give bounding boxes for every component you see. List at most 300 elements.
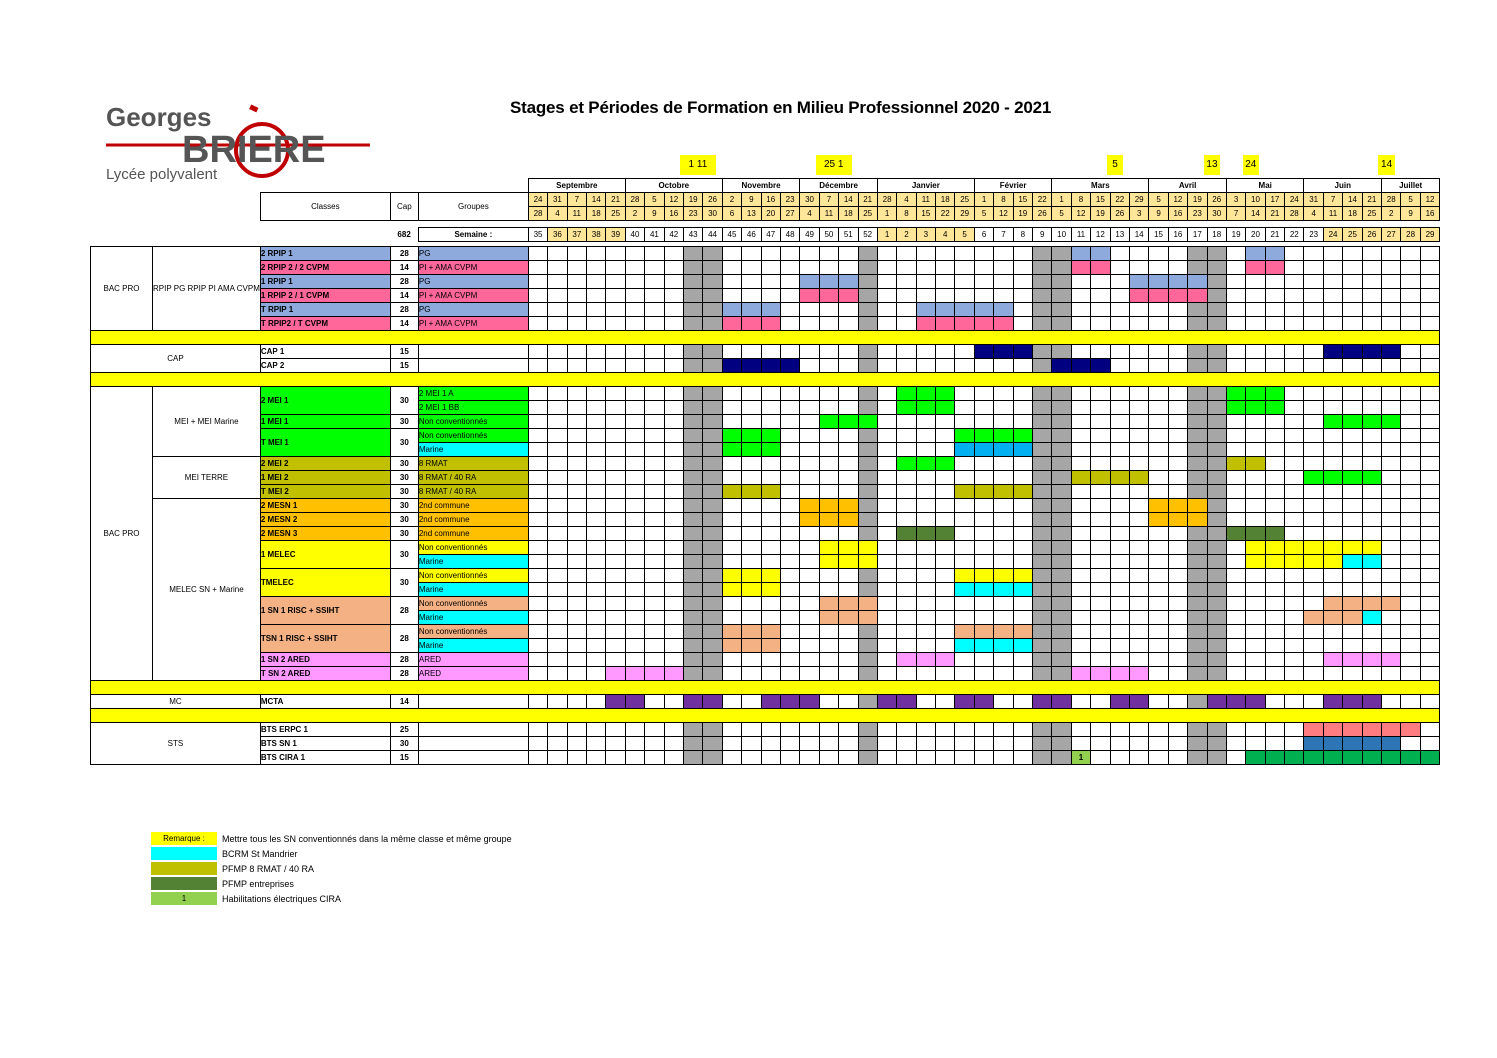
week-cell (761, 597, 780, 611)
week-cell (742, 751, 761, 765)
week-cell (819, 345, 838, 359)
week-cell (1129, 443, 1148, 457)
week-cell (994, 387, 1013, 401)
week-cell (800, 541, 819, 555)
week-cell (664, 247, 683, 261)
week-cell (528, 317, 547, 331)
holiday-marker: 5 (1107, 155, 1123, 175)
week-cell (645, 429, 664, 443)
week-cell (1226, 457, 1245, 471)
week-cell (567, 569, 586, 583)
week-cell (1265, 247, 1284, 261)
week-cell (703, 401, 722, 415)
week-cell (1246, 695, 1265, 709)
class-capacity: 14 (390, 261, 418, 275)
week-cell (780, 457, 799, 471)
week-cell (1246, 289, 1265, 303)
week-cell (819, 695, 838, 709)
week-cell (1362, 583, 1381, 597)
header-blank (91, 179, 153, 193)
week-cell (1207, 653, 1226, 667)
week-cell (1265, 639, 1284, 653)
week-cell (1382, 401, 1401, 415)
week-cell (1033, 653, 1052, 667)
week-cell (683, 261, 702, 275)
week-cell (1323, 317, 1342, 331)
class-capacity: 14 (390, 289, 418, 303)
class-capacity: 30 (390, 485, 418, 499)
week-cell (1343, 513, 1362, 527)
week-number: 27 (1382, 228, 1401, 242)
week-cell (1071, 387, 1090, 401)
week-cell (528, 415, 547, 429)
week-cell (955, 261, 974, 275)
week-cell (1304, 303, 1323, 317)
week-cell (1071, 555, 1090, 569)
section-label: BAC PRO (91, 247, 153, 331)
week-cell (683, 345, 702, 359)
week-cell (1091, 401, 1110, 415)
section-separator-bar (91, 373, 1440, 387)
week-cell (974, 275, 993, 289)
week-cell (1129, 513, 1148, 527)
week-cell (1362, 499, 1381, 513)
logo-line2: BRIERE (182, 129, 326, 171)
week-cell (1091, 625, 1110, 639)
week-cell (1226, 667, 1245, 681)
week-cell (722, 485, 741, 499)
week-cell (567, 443, 586, 457)
week-cell (645, 583, 664, 597)
class-name: 2 MEI 1 (260, 387, 390, 415)
week-cell (780, 597, 799, 611)
week-cell (780, 751, 799, 765)
week-cell (528, 695, 547, 709)
class-row (91, 499, 1440, 513)
week-cell (1091, 471, 1110, 485)
week-cell (877, 261, 896, 275)
week-cell (1071, 737, 1090, 751)
week-cell (994, 275, 1013, 289)
week-cell (1091, 667, 1110, 681)
week-start-date: 7 (1323, 193, 1342, 207)
week-cell (936, 275, 955, 289)
week-cell (1285, 667, 1304, 681)
week-cell (897, 527, 916, 541)
week-cell (1382, 527, 1401, 541)
week-cell (780, 513, 799, 527)
week-cell (703, 667, 722, 681)
week-cell (1362, 275, 1381, 289)
week-cell (587, 625, 606, 639)
week-cell (1246, 317, 1265, 331)
week-cell (1323, 485, 1342, 499)
week-cell (1343, 667, 1362, 681)
week-cell (1304, 317, 1323, 331)
week-cell (858, 527, 877, 541)
week-number: 16 (1168, 228, 1187, 242)
week-cell (1168, 513, 1187, 527)
week-cell (1401, 317, 1420, 331)
week-cell (994, 723, 1013, 737)
week-start-date: 11 (916, 193, 935, 207)
section-label: BAC PRO (91, 387, 153, 681)
week-cell (1091, 653, 1110, 667)
week-cell (897, 471, 916, 485)
week-cell (1110, 625, 1129, 639)
week-cell (955, 513, 974, 527)
week-cell (1091, 317, 1110, 331)
week-cell (1071, 611, 1090, 625)
week-cell (742, 345, 761, 359)
week-cell (703, 597, 722, 611)
week-cell (703, 737, 722, 751)
week-cell (548, 261, 567, 275)
week-cell (664, 317, 683, 331)
week-cell (567, 471, 586, 485)
week-cell (1226, 387, 1245, 401)
week-cell (528, 583, 547, 597)
week-cell (1362, 653, 1381, 667)
week-end-date: 5 (974, 207, 993, 221)
week-cell (1401, 289, 1420, 303)
week-cell (567, 401, 586, 415)
week-cell (1207, 485, 1226, 499)
week-cell (877, 275, 896, 289)
week-cell (1285, 457, 1304, 471)
week-cell (877, 247, 896, 261)
week-cell (528, 751, 547, 765)
week-cell (1323, 457, 1342, 471)
week-cell (625, 499, 644, 513)
week-end-date: 25 (858, 207, 877, 221)
week-cell (858, 625, 877, 639)
week-cell (1285, 597, 1304, 611)
week-cell (800, 611, 819, 625)
week-cell (897, 401, 916, 415)
week-cell (1401, 415, 1420, 429)
week-cell (858, 261, 877, 275)
week-cell (1033, 639, 1052, 653)
week-cell (625, 625, 644, 639)
week-cell (548, 583, 567, 597)
week-cell (780, 723, 799, 737)
class-name: BTS SN 1 (260, 737, 390, 751)
week-cell (1129, 723, 1148, 737)
week-cell (1091, 639, 1110, 653)
week-cell (1033, 751, 1052, 765)
week-end-date: 9 (1149, 207, 1168, 221)
week-cell (625, 247, 644, 261)
week-cell (1285, 555, 1304, 569)
week-cell (839, 639, 858, 653)
logo-graphic (100, 100, 380, 186)
week-cell (1110, 317, 1129, 331)
week-cell (877, 317, 896, 331)
week-cell (974, 457, 993, 471)
week-cell (1420, 303, 1439, 317)
section-separator (91, 709, 1440, 723)
legend (150, 831, 512, 906)
week-number-row (91, 228, 1440, 242)
class-capacity: 30 (390, 471, 418, 485)
week-cell (1362, 457, 1381, 471)
class-name: 2 MESN 3 (260, 527, 390, 541)
week-cell (587, 541, 606, 555)
week-cell (606, 499, 625, 513)
week-cell (742, 443, 761, 457)
week-cell (1129, 457, 1148, 471)
week-cell (1420, 723, 1439, 737)
week-cell (587, 667, 606, 681)
legend-item (150, 876, 512, 891)
week-cell (1420, 527, 1439, 541)
week-cell (974, 513, 993, 527)
week-cell (955, 289, 974, 303)
week-cell (1071, 513, 1090, 527)
week-cell (994, 639, 1013, 653)
week-cell (955, 485, 974, 499)
week-cell (1323, 527, 1342, 541)
week-cell (858, 695, 877, 709)
week-cell (1052, 653, 1071, 667)
week-cell (1285, 751, 1304, 765)
week-cell (587, 499, 606, 513)
week-cell (1129, 289, 1148, 303)
week-cell (606, 751, 625, 765)
week-cell (1343, 387, 1362, 401)
week-cell (683, 401, 702, 415)
week-end-date: 15 (916, 207, 935, 221)
class-name: TSN 1 RISC + SSIHT (260, 625, 390, 653)
week-cell (1226, 345, 1245, 359)
week-cell (839, 625, 858, 639)
week-cell (974, 611, 993, 625)
week-cell (1149, 555, 1168, 569)
week-cell (1071, 583, 1090, 597)
week-cell (1323, 751, 1342, 765)
week-cell (1246, 639, 1265, 653)
week-cell (897, 611, 916, 625)
week-cell (1401, 555, 1420, 569)
week-cell (819, 583, 838, 597)
week-cell (1052, 737, 1071, 751)
week-start-date: 21 (858, 193, 877, 207)
week-cell (1420, 499, 1439, 513)
week-cell (1207, 667, 1226, 681)
week-cell (994, 583, 1013, 597)
week-cell (645, 667, 664, 681)
week-cell (645, 359, 664, 373)
week-cell (548, 401, 567, 415)
week-cell (1304, 387, 1323, 401)
week-cell (761, 303, 780, 317)
week-start-date: 5 (1401, 193, 1420, 207)
week-cell (1401, 471, 1420, 485)
week-start-date: 19 (683, 193, 702, 207)
class-capacity: 15 (390, 751, 418, 765)
week-cell (625, 555, 644, 569)
week-cell (722, 499, 741, 513)
class-row (91, 695, 1440, 709)
week-cell (780, 345, 799, 359)
week-cell (664, 289, 683, 303)
week-cell (1149, 653, 1168, 667)
week-cell (742, 695, 761, 709)
week-cell (800, 247, 819, 261)
week-cell (800, 275, 819, 289)
week-cell (1304, 359, 1323, 373)
week-cell (645, 387, 664, 401)
week-end-date: 18 (1343, 207, 1362, 221)
week-cell (1052, 625, 1071, 639)
week-end-date: 14 (1246, 207, 1265, 221)
class-row (91, 345, 1440, 359)
week-cell (1382, 541, 1401, 555)
week-cell (567, 387, 586, 401)
week-cell (1246, 569, 1265, 583)
week-cell (664, 429, 683, 443)
week-cell (567, 653, 586, 667)
week-cell (1207, 751, 1226, 765)
group-name: Marine (418, 443, 528, 457)
week-cell (703, 723, 722, 737)
week-cell (567, 429, 586, 443)
week-cell (567, 695, 586, 709)
week-cell (1304, 499, 1323, 513)
week-cell (1420, 611, 1439, 625)
week-cell (645, 275, 664, 289)
week-cell (625, 443, 644, 457)
week-cell (897, 737, 916, 751)
week-cell (955, 303, 974, 317)
week-cell (819, 625, 838, 639)
week-cell (1323, 541, 1342, 555)
week-cell (1110, 485, 1129, 499)
week-end-date: 30 (703, 207, 722, 221)
week-cell (1401, 429, 1420, 443)
week-cell (703, 429, 722, 443)
week-start-date: 26 (1207, 193, 1226, 207)
week-cell (1382, 457, 1401, 471)
week-cell (1304, 555, 1323, 569)
week-cell (1110, 387, 1129, 401)
week-end-date: 23 (683, 207, 702, 221)
week-cell (528, 359, 547, 373)
week-cell (1304, 695, 1323, 709)
week-cell (780, 415, 799, 429)
week-cell (916, 695, 935, 709)
class-capacity: 28 (390, 653, 418, 667)
week-number: 17 (1188, 228, 1207, 242)
week-cell (1246, 737, 1265, 751)
week-cell (1323, 359, 1342, 373)
week-cell (683, 653, 702, 667)
header-blank (153, 193, 261, 207)
week-cell (1323, 387, 1342, 401)
week-cell (1323, 597, 1342, 611)
header-blank (390, 179, 418, 193)
week-cell (1343, 751, 1362, 765)
week-cell (1304, 443, 1323, 457)
week-cell (916, 583, 935, 597)
week-cell (703, 289, 722, 303)
week-cell (1013, 303, 1032, 317)
week-cell (1265, 387, 1284, 401)
week-cell (761, 737, 780, 751)
week-cell (1168, 639, 1187, 653)
week-cell (703, 247, 722, 261)
week-cell (936, 667, 955, 681)
week-cell (548, 667, 567, 681)
week-cell (936, 443, 955, 457)
week-cell (1013, 583, 1032, 597)
week-cell (994, 737, 1013, 751)
week-cell (936, 625, 955, 639)
week-cell (567, 359, 586, 373)
week-cell (761, 387, 780, 401)
week-cell (664, 653, 683, 667)
week-cell (936, 751, 955, 765)
class-row (91, 737, 1440, 751)
week-cell (1110, 611, 1129, 625)
week-number: 29 (1420, 228, 1439, 242)
week-cell (1362, 527, 1381, 541)
week-cell (839, 429, 858, 443)
week-cell (1207, 513, 1226, 527)
week-cell (606, 625, 625, 639)
week-cell (1129, 401, 1148, 415)
week-cell (897, 667, 916, 681)
class-name: T MEI 1 (260, 429, 390, 457)
week-cell (742, 317, 761, 331)
week-cell (858, 387, 877, 401)
week-cell (1188, 737, 1207, 751)
week-cell (1149, 247, 1168, 261)
week-cell (955, 275, 974, 289)
week-cell (1149, 457, 1168, 471)
week-cell (916, 597, 935, 611)
week-cell (1071, 653, 1090, 667)
week-cell (1188, 387, 1207, 401)
week-cell (664, 443, 683, 457)
week-cell (1343, 527, 1362, 541)
week-cell (1382, 485, 1401, 499)
week-cell (761, 261, 780, 275)
week-cell (1033, 485, 1052, 499)
week-cell (1071, 429, 1090, 443)
week-cell (722, 639, 741, 653)
week-cell (819, 261, 838, 275)
holiday-marker: 24 (1243, 155, 1259, 175)
sub-section-label: MEI + MEI Marine (153, 387, 261, 457)
group-name: Marine (418, 555, 528, 569)
week-start-date: 2 (722, 193, 741, 207)
week-cell (936, 415, 955, 429)
week-cell (780, 247, 799, 261)
week-cell (567, 527, 586, 541)
week-cell (1149, 527, 1168, 541)
week-cell (974, 387, 993, 401)
week-cell (742, 303, 761, 317)
week-cell (974, 429, 993, 443)
week-number: 10 (1052, 228, 1071, 242)
week-cell (683, 289, 702, 303)
week-cell (1226, 723, 1245, 737)
week-cell (1071, 723, 1090, 737)
week-number: 9 (1033, 228, 1052, 242)
week-cell (1265, 737, 1284, 751)
